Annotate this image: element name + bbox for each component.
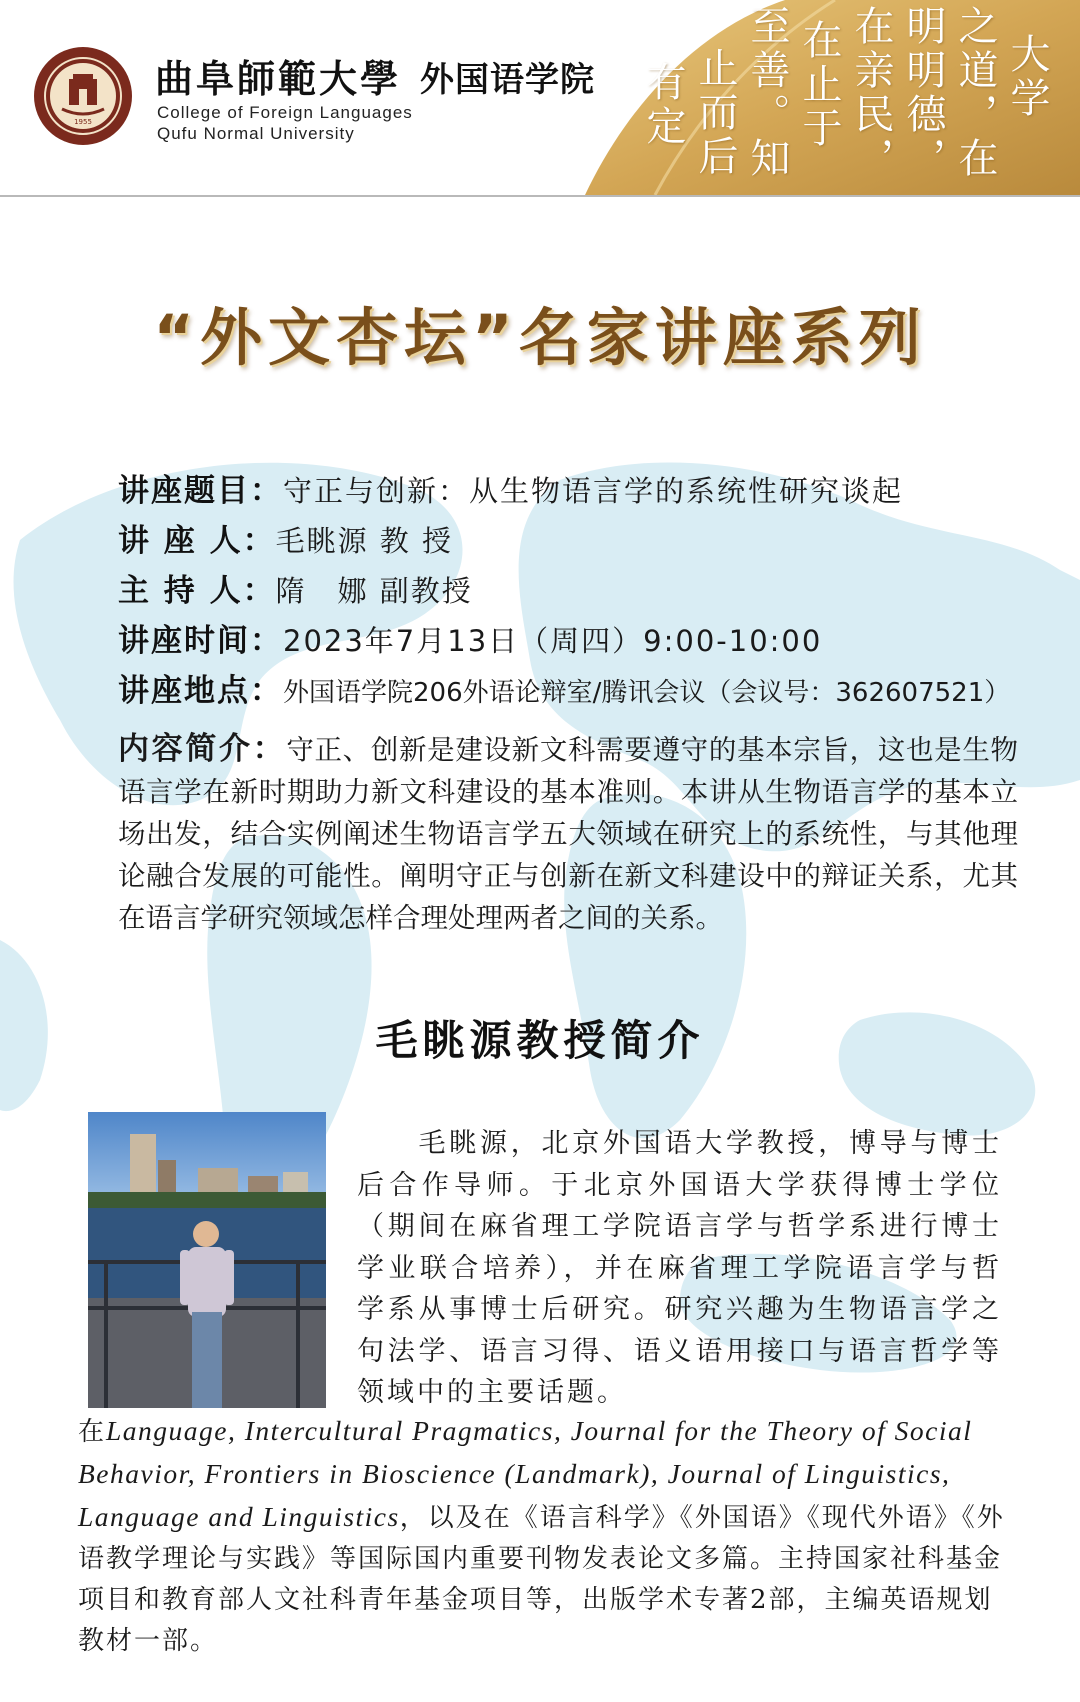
topic-value: 守正与创新：从生物语言学的系统性研究谈起 bbox=[283, 474, 904, 508]
university-name-en: Qufu Normal University bbox=[157, 124, 355, 143]
bio-first-text: 毛眺源，北京外国语大学教授，博导与博士后合作导师。于北京外国语大学获得博士学位（期间在麻省理工学院语言学与哲学系进行博士学业联合培养），并在麻省理工学院语言学与哲学系从事博士后研究。研究兴趣为生物语言学之句法学、语言习得、语义语用接口与语言哲学等领域中的主要话题。 bbox=[357, 1128, 1002, 1408]
venue-label: 讲座地点： bbox=[118, 673, 283, 709]
motto-column: 明明德， bbox=[900, 5, 946, 181]
speaker-photo bbox=[88, 1112, 326, 1408]
intro-label: 内容简介： bbox=[118, 731, 287, 767]
info-time bbox=[118, 615, 822, 659]
info-speaker bbox=[118, 515, 453, 559]
bio-title: 毛眺源教授简介 bbox=[375, 1016, 705, 1065]
college-name-cn: 外国语学院 bbox=[420, 60, 595, 100]
info-topic bbox=[118, 465, 903, 509]
motto-column: 有定 bbox=[640, 61, 686, 149]
svg-text:1955: 1955 bbox=[74, 118, 92, 126]
header-divider bbox=[0, 195, 1080, 197]
host-value: 隋 娜 副教授 bbox=[275, 574, 473, 608]
bio-paragraph-first bbox=[357, 1123, 1002, 1414]
bio-paragraph-rest bbox=[78, 1410, 1008, 1662]
motto-column: 在止于 bbox=[796, 19, 842, 151]
bio-journals-en: Language, Intercultural Pragmatics, Journal for the Theory of Social Behavior, Frontiers in Bioscience (Landmark), Journal of Linguistics, Language and Linguistics bbox=[78, 1415, 973, 1532]
motto-column: 之道，在 bbox=[952, 5, 998, 181]
lecture-series-title: “外文杏坛”名家讲座系列 bbox=[153, 301, 927, 374]
speaker-value: 毛眺源 教 授 bbox=[275, 524, 454, 558]
bio-indent bbox=[357, 1128, 419, 1159]
info-intro bbox=[118, 728, 1018, 939]
venue-value: 外国语学院206外语论辩室/腾讯会议（会议号：362607521） bbox=[283, 678, 1011, 708]
header bbox=[0, 0, 1080, 195]
topic-label: 讲座题目： bbox=[118, 473, 283, 509]
info-host bbox=[118, 565, 473, 609]
bio-rest-prefix: 在 bbox=[78, 1417, 107, 1447]
motto-column: 至善。知 bbox=[744, 5, 790, 181]
motto-column: 在亲民， bbox=[848, 5, 894, 181]
host-label: 主 持 人： bbox=[118, 573, 276, 609]
motto-column: 大学 bbox=[1004, 33, 1050, 121]
time-label: 讲座时间： bbox=[118, 623, 283, 659]
university-name-cn: 曲阜師範大學 bbox=[155, 56, 402, 101]
college-name-en: College of Foreign Languages bbox=[157, 103, 413, 122]
bio-rest-suffix: ，以及在《语言科学》《外国语》《现代外语》《外语教学理论与实践》等国际国内重要刊物发表论文多篇。主持国家社科基金项目和教育部人文社科青年基金项目等，出版学术专著2部，主编英语规划教材一部。 bbox=[78, 1503, 1005, 1656]
motto-column: 止而后 bbox=[692, 47, 738, 179]
intro-text: 守正、创新是建设新文科需要遵守的基本宗旨，这也是生物语言学在新时期助力新文科建设的基本准则。本讲从生物语言学的基本立场出发，结合实例阐述生物语言学五大领域在研究上的系统性，与其他理论融合发展的可能性。阐明守正与创新在新文科建设中的辩证关系，尤其在语言学研究领域怎样合理处理两者之间的关系。 bbox=[118, 734, 1019, 934]
university-seal-logo bbox=[32, 45, 134, 147]
info-venue bbox=[118, 665, 1010, 709]
time-value: 2023年7月13日（周四）9:00-10:00 bbox=[283, 624, 823, 658]
speaker-label: 讲 座 人： bbox=[118, 523, 276, 559]
